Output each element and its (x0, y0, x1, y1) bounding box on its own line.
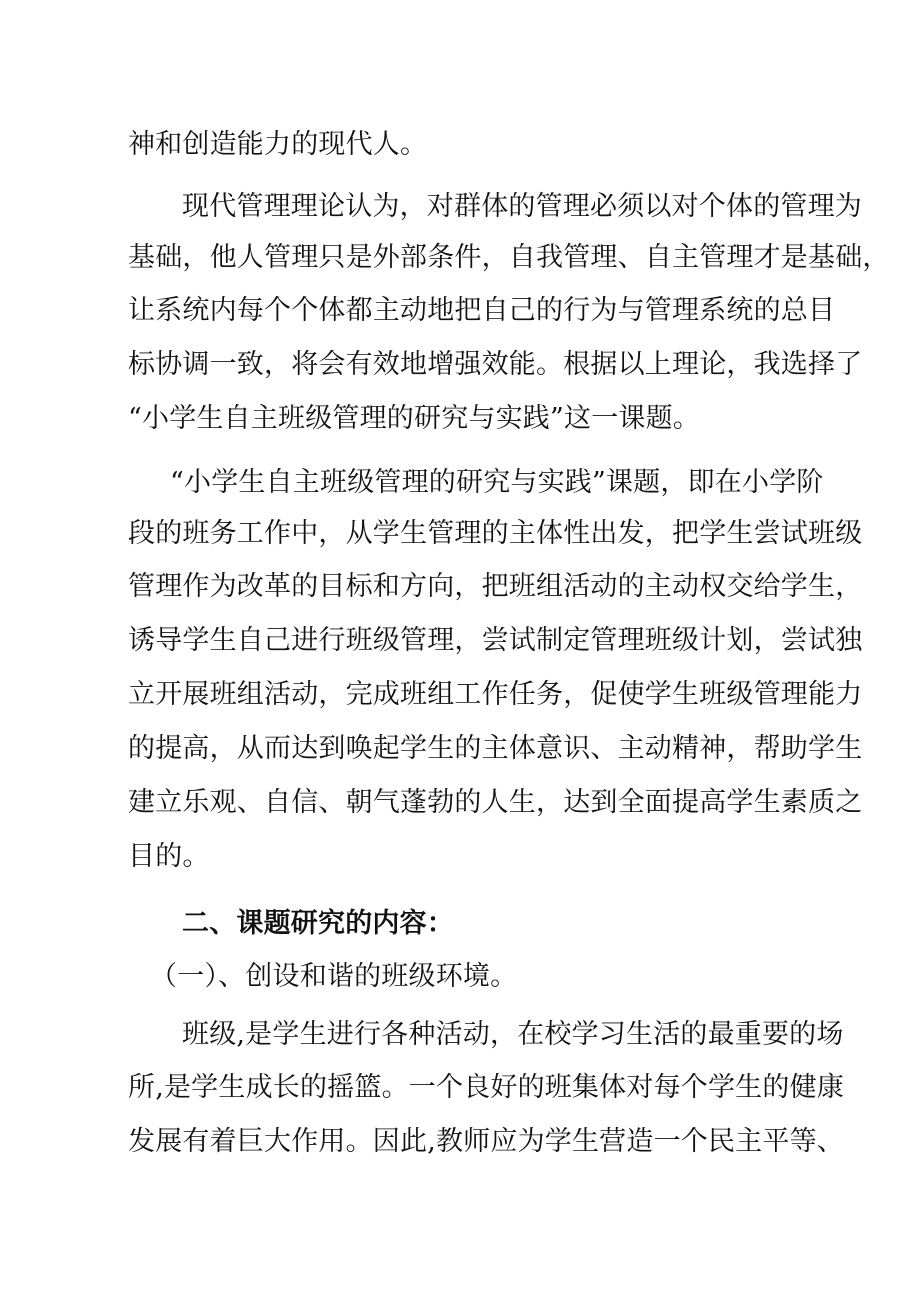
paragraph-first-line: 现代管理理论认为，对群体的管理必须以对个体的管理为 (182, 191, 862, 222)
body-text-line: 让系统内每个个体都主动地把自己的行为与管理系统的总目 (128, 295, 836, 326)
body-text-line: 立开展班组活动，完成班组工作任务，促使学生班级管理能力 (128, 679, 863, 710)
body-text-line: 发展有着巨大作用。因此,教师应为学生营造一个民主平等、 (128, 1126, 844, 1157)
body-text-line: “小学生自主班级管理的研究与实践”这一课题。 (128, 403, 701, 434)
subsection-heading: （一）、创设和谐的班级环境。 (150, 961, 518, 992)
body-text-line: 所,是学生成长的摇篮。一个良好的班集体对每个学生的健康 (128, 1072, 844, 1103)
paragraph-first-line: “小学生自主班级管理的研究与实践”课题，即在小学阶 (170, 467, 824, 498)
body-text-line: 神和创造能力的现代人。 (128, 129, 428, 160)
paragraph-first-line: 班级,是学生进行各种活动，在校学习生活的最重要的场 (182, 1019, 844, 1050)
body-text-line: 诱导学生自己进行班级管理，尝试制定管理班级计划，尝试独 (128, 625, 863, 656)
body-text-line: 目的。 (128, 841, 210, 872)
body-text-line: 标协调一致，将会有效地增强效能。根据以上理论，我选择了 (128, 349, 863, 380)
body-text-line: 段的班务工作中，从学生管理的主体性出发，把学生尝试班级 (128, 518, 863, 549)
section-heading: 二、课题研究的内容： (182, 908, 454, 939)
body-text-line: 建立乐观、自信、朝气蓬勃的人生，达到全面提高学生素质之 (128, 787, 863, 818)
body-text-line: 的提高，从而达到唤起学生的主体意识、主动精神，帮助学生 (128, 733, 863, 764)
body-text-line: 管理作为改革的目标和方向，把班组活动的主动权交给学生， (128, 571, 863, 602)
body-text-line: 基础，他人管理只是外部条件，自我管理、自主管理才是基础， (128, 242, 890, 273)
